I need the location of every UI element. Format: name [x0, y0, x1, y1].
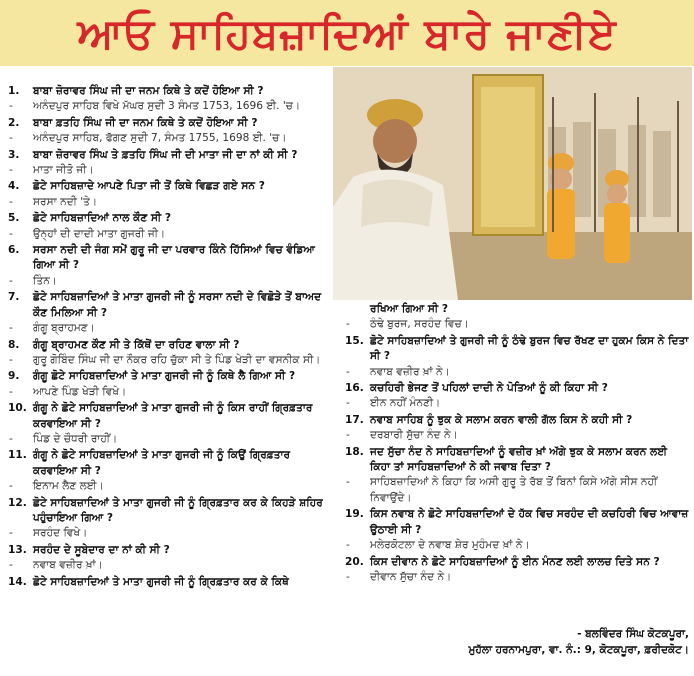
- answer-text: ਮਾਤਾ ਜੀਤੋ ਜੀ।: [33, 164, 94, 177]
- qa-item: [8, 575, 330, 590]
- answer-dash: -: [9, 132, 13, 145]
- qa-item: [345, 413, 689, 444]
- question-number: 4.: [8, 180, 20, 193]
- question-text: ਕਿਸ ਨਵਾਬ ਨੇ ਛੋਟੇ ਸਾਹਿਬਜ਼ਾਦਿਆਂ ਦੇ ਹੱਕ ਵਿਚ ਸਰਹੰਦ ਦੀ ਕਚਹਿਰੀ ਵਿਚ ਆਵਾਜ਼ ਉਠਾਈ ਸੀ ?: [370, 508, 689, 536]
- illustration-sahibzade-court: [333, 67, 692, 300]
- answer-text: ਦਰਬਾਰੀ ਸੁੱਚਾ ਨੰਦ ਨੇ।: [370, 429, 458, 442]
- question: [345, 445, 689, 476]
- question-number: 5.: [8, 212, 20, 225]
- question: [8, 243, 330, 274]
- answer-text: ਇਨਾਮ ਲੈਣ ਲਈ।: [33, 480, 104, 493]
- answer: [8, 558, 330, 573]
- answer-text: ਨਵਾਬ ਵਜ਼ੀਰ ਖ਼ਾਂ ਨੇ।: [370, 365, 450, 378]
- answer-text: ਸਰਹੰਦ ਵਿਖੇ।: [33, 527, 88, 540]
- question-number: 17.: [345, 413, 364, 426]
- question-number: 3.: [8, 148, 20, 161]
- question-text: ਜਦ ਸੁੱਚਾ ਨੰਦ ਨੇ ਸਾਹਿਬਜ਼ਾਦਿਆਂ ਨੂੰ ਵਜ਼ੀਰ ਖ਼ਾਂ ਅੱਗੇ ਝੁਕ ਕੇ ਸਲਾਮ ਕਰਨ ਲਈ ਕਿਹਾ ਤਾਂ ਸਾਹਿਬਜ਼ਾਦਿਆਂ ਨੇ ਕੀ ਜਵਾਬ ਦਿਤਾ ?: [370, 445, 668, 474]
- answer: [8, 131, 330, 146]
- answer-text: ਠੰਢੇ ਬੁਰਜ, ਸਰਹੰਦ ਵਿਚ।: [370, 318, 469, 331]
- painting-illustration: [333, 67, 692, 300]
- question-number: 19.: [345, 508, 364, 521]
- answer-text: ਸਰਸਾ ਨਦੀ 'ਤੇ।: [33, 195, 98, 208]
- answer-text: ਉਨ੍ਹਾਂ ਦੀ ਦਾਦੀ ਮਾਤਾ ਗੁਜਰੀ ਜੀ।: [33, 227, 166, 240]
- answer-dash: -: [346, 539, 350, 552]
- question: [345, 334, 689, 365]
- question: [345, 555, 689, 570]
- answer: [8, 526, 330, 541]
- question-text: ਸਰਸਾ ਨਦੀ ਦੀ ਜੰਗ ਸਮੇਂ ਗੁਰੂ ਜੀ ਦਾ ਪਰਵਾਰ ਕਿੰਨੇ ਹਿੱਸਿਆਂ ਵਿਚ ਵੰਡਿਆ ਗਿਆ ਸੀ ?: [33, 244, 315, 272]
- answer-dash: -: [346, 397, 350, 410]
- qa-item: [8, 243, 330, 289]
- question: [345, 302, 689, 317]
- answer-dash: -: [9, 274, 13, 287]
- author-name: - ਬਲਵਿੰਦਰ ਸਿੰਘ ਕੋਟਕਪੂਰਾ,: [577, 628, 689, 640]
- answer-text: ਗੰਗੂ ਬ੍ਰਾਹਮਣ।: [33, 322, 95, 335]
- answer: [8, 195, 330, 210]
- question: [8, 290, 330, 321]
- question-text: ਗੰਗੂ ਛੋਟੇ ਸਾਹਿਬਜ਼ਾਦਿਆਂ ਤੇ ਮਾਤਾ ਗੁਜਰੀ ਜੀ ਨੂੰ ਕਿਥੇ ਲੈ ਗਿਆ ਸੀ ?: [33, 370, 296, 383]
- answer: [8, 274, 330, 289]
- question-number: 2.: [8, 116, 20, 129]
- answer-text: ਦੀਵਾਨ ਸੁੱਚਾ ਨੰਦ ਨੇ।: [370, 570, 452, 583]
- answer-text: ਗੁਰੂ ਗੋਬਿੰਦ ਸਿੰਘ ਜੀ ਦਾ ਨੌਕਰ ਰਹਿ ਚੁੱਕਾ ਸੀ ਤੇ ਪਿੰਡ ਖੇੜੀ ਦਾ ਵਸਨੀਕ ਸੀ।: [33, 353, 321, 366]
- answer: [345, 317, 689, 332]
- qa-item: [8, 290, 330, 336]
- question-text: ਬਾਬਾ ਜ਼ੋਰਾਵਰ ਸਿੰਘ ਤੇ ਫ਼ਤਹਿ ਸਿੰਘ ਜੀ ਦੀ ਮਾਤਾ ਜੀ ਦਾ ਨਾਂ ਕੀ ਸੀ ?: [33, 148, 298, 161]
- question-number: 11.: [8, 449, 27, 462]
- title-banner: [0, 0, 694, 66]
- qa-item: [345, 445, 689, 507]
- question-number: 20.: [345, 555, 364, 568]
- question: [345, 381, 689, 396]
- question-text: ਛੋਟੇ ਸਾਹਿਬਜ਼ਾਦਿਆਂ ਨਾਲ ਕੌਣ ਸੀ ?: [33, 212, 172, 225]
- qa-item: [8, 211, 330, 242]
- question: [8, 338, 330, 353]
- question: [8, 401, 330, 432]
- questions-right-column: [345, 302, 689, 586]
- question-number: 16.: [345, 382, 364, 395]
- answer: [8, 385, 330, 400]
- question-number: 13.: [8, 543, 27, 556]
- question-text: ਛੋਟੇ ਸਾਹਿਬਜ਼ਾਦਿਆਂ ਤੇ ਗੁਜਰੀ ਜੀ ਨੂੰ ਠੰਢੇ ਬੁਰਜ ਵਿਚ ਰੱਖਣ ਦਾ ਹੁਕਮ ਕਿਸ ਨੇ ਦਿਤਾ ਸੀ ?: [370, 334, 689, 363]
- question-text: ਰਖਿਆ ਗਿਆ ਸੀ ?: [370, 303, 448, 315]
- question-number: 14.: [8, 575, 27, 588]
- answer-dash: -: [9, 559, 13, 572]
- question-number: 12.: [8, 496, 27, 509]
- answer-text: ਅਨੰਦਪੁਰ ਸਾਹਿਬ ਵਿਖੇ ਮੱਘਰ ਸੁਦੀ 3 ਸੰਮਤ 1753, 1696 ਈ. 'ਚ।: [33, 100, 301, 113]
- question: [8, 575, 330, 590]
- question-text: ਛੋਟੇ ਸਾਹਿਬਜ਼ਾਦੇ ਆਪਣੇ ਪਿਤਾ ਜੀ ਤੋਂ ਕਿਥੇ ਵਿਛੜ ਗਏ ਸਨ ?: [33, 180, 265, 193]
- qa-item: [345, 507, 689, 553]
- question-text: ਕਿਸ ਦੀਵਾਨ ਨੇ ਛੋਟੇ ਸਾਹਿਬਜ਼ਾਦਿਆਂ ਨੂੰ ਈਨ ਮੰਨਣ ਲਈ ਲਾਲਚ ਦਿਤੇ ਸਨ ?: [370, 555, 660, 568]
- answer: [8, 227, 330, 242]
- question: [345, 413, 689, 428]
- answer: [345, 396, 689, 411]
- qa-item: [8, 338, 330, 369]
- answer-text: ਨਵਾਬ ਵਜ਼ੀਰ ਖ਼ਾਂ।: [33, 559, 103, 572]
- qa-item: [8, 496, 330, 542]
- answer-dash: -: [346, 318, 350, 331]
- answer: [345, 538, 689, 553]
- qa-item: [345, 381, 689, 412]
- question-text: ਬਾਬਾ ਫ਼ਤਹਿ ਸਿੰਘ ਜੀ ਦਾ ਜਨਮ ਕਿਥੇ ਤੇ ਕਦੋਂ ਹੋਇਆ ਸੀ ?: [33, 116, 258, 129]
- question: [8, 84, 330, 99]
- question-number: 18.: [345, 445, 364, 458]
- qa-item: [8, 179, 330, 210]
- question-text: ਗੰਗੂ ਨੇ ਛੋਟੇ ਸਾਹਿਬਜ਼ਾਦਿਆਂ ਤੇ ਮਾਤਾ ਗੁਜਰੀ ਜੀ ਨੂੰ ਕਿਸ ਰਾਹੀਂ ਗ੍ਰਿਫ਼ਤਾਰ ਕਰਵਾਇਆ ਸੀ ?: [33, 402, 313, 430]
- answer-dash: -: [9, 432, 13, 445]
- author-address: ਮੁਹੱਲਾ ਹਰਨਾਮਪੁਰਾ, ਵਾ. ਨੰ.: 9, ਕੋਟਕਪੂਰਾ, ਫ਼ਰੀਦਕੋਟ।: [468, 644, 689, 656]
- answer-dash: -: [9, 227, 13, 240]
- question-text: ਗੰਗੂ ਬ੍ਰਾਹਮਣ ਕੌਣ ਸੀ ਤੇ ਕਿੱਥੋਂ ਦਾ ਰਹਿਣ ਵਾਲਾ ਸੀ ?: [33, 338, 240, 351]
- qa-item: [8, 116, 330, 147]
- qa-item: [8, 148, 330, 179]
- qa-item: [345, 334, 689, 380]
- answer: [345, 365, 689, 380]
- question-text: ਛੋਟੇ ਸਾਹਿਬਜ਼ਾਦਿਆਂ ਤੇ ਮਾਤਾ ਗੁਜਰੀ ਜੀ ਨੂੰ ਸਰਸਾ ਨਦੀ ਦੇ ਵਿਛੋੜੇ ਤੋਂ ਬਾਅਦ ਕੌਣ ਮਿਲਿਆ ਸੀ ?: [33, 291, 322, 319]
- question-text: ਗੰਗੂ ਨੇ ਛੋਟੇ ਸਾਹਿਬਜ਼ਾਦਿਆਂ ਤੇ ਮਾਤਾ ਗੁਜਰੀ ਜੀ ਨੂੰ ਕਿਉਂ ਗ੍ਰਿਫ਼ਤਾਰ ਕਰਵਾਇਆ ਸੀ ?: [33, 449, 291, 477]
- answer-dash: -: [9, 480, 13, 493]
- qa-item: [8, 401, 330, 447]
- question-text: ਕਚਹਿਰੀ ਭੇਜਣ ਤੋਂ ਪਹਿਲਾਂ ਦਾਦੀ ਨੇ ਪੋਤਿਆਂ ਨੂੰ ਕੀ ਕਿਹਾ ਸੀ ?: [370, 382, 608, 395]
- qa-item: [8, 448, 330, 494]
- answer-dash: -: [9, 527, 13, 540]
- question: [8, 148, 330, 163]
- answer-dash: -: [346, 476, 350, 489]
- qa-item: [8, 543, 330, 574]
- answer-text: ਅਨੰਦਪੁਰ ਸਾਹਿਬ, ਫੱਗਣ ਸੁਦੀ 7, ਸੰਮਤ 1755, 1698 ਈ. 'ਚ।: [33, 132, 287, 145]
- question-text: ਸਰਹੰਦ ਦੇ ਸੂਬੇਦਾਰ ਦਾ ਨਾਂ ਕੀ ਸੀ ?: [33, 543, 170, 556]
- answer-text: ਮਲੇਰਕੋਟਲਾ ਦੇ ਨਵਾਬ ਸ਼ੇਰ ਮੁਹੰਮਦ ਖ਼ਾਂ ਨੇ।: [370, 539, 530, 552]
- question: [8, 179, 330, 194]
- question: [8, 116, 330, 131]
- question-number: 8.: [8, 338, 20, 351]
- answer-text: ਸਾਹਿਬਜ਼ਾਦਿਆਂ ਨੇ ਕਿਹਾ ਕਿ ਅਸੀ ਗੁਰੂ ਤੇ ਰੱਬ ਤੋਂ ਬਿਨਾਂ ਕਿਸੇ ਅੱਗੇ ਸੀਸ ਨਹੀਂ ਨਿਵਾਉਂਦੇ।: [370, 476, 658, 504]
- answer-dash: -: [9, 195, 13, 208]
- answer-text: ਤਿੰਨ।: [33, 274, 57, 287]
- answer: [8, 479, 330, 494]
- question: [8, 211, 330, 226]
- answer-dash: -: [346, 365, 350, 378]
- answer-dash: -: [346, 429, 350, 442]
- author-signature: [345, 626, 689, 658]
- qa-item: [345, 555, 689, 586]
- question-text: ਛੋਟੇ ਸਾਹਿਬਜ਼ਾਦਿਆਂ ਤੇ ਮਾਤਾ ਗੁਜਰੀ ਜੀ ਨੂੰ ਗ੍ਰਿਫ਼ਤਾਰ ਕਰ ਕੇ ਕਿਹੜੇ ਸ਼ਹਿਰ ਪਹੁੰਚਾਇਆ ਗਿਆ ?: [33, 496, 323, 524]
- question: [8, 496, 330, 527]
- answer: [345, 475, 689, 506]
- answer-dash: -: [346, 570, 350, 583]
- answer-text: ਪਿੰਡ ਦੇ ਚੌਧਰੀ ਰਾਹੀਂ।: [33, 432, 118, 445]
- question: [8, 369, 330, 384]
- answer: [8, 353, 330, 368]
- answer-dash: -: [9, 100, 13, 113]
- questions-left-column: [8, 84, 330, 591]
- answer-dash: -: [9, 164, 13, 177]
- answer: [345, 428, 689, 443]
- question: [345, 507, 689, 538]
- answer-dash: -: [9, 385, 13, 398]
- question-number: 6.: [8, 244, 20, 257]
- answer-dash: -: [9, 322, 13, 335]
- answer: [8, 99, 330, 114]
- question-text: ਨਵਾਬ ਸਾਹਿਬ ਨੂੰ ਝੁਕ ਕੇ ਸਲਾਮ ਕਰਨ ਵਾਲੀ ਗੱਲ ਕਿਸ ਨੇ ਕਹੀ ਸੀ ?: [370, 413, 633, 426]
- answer: [8, 163, 330, 178]
- question-number: 7.: [8, 291, 20, 304]
- question-number: 15.: [345, 334, 364, 347]
- answer-dash: -: [9, 353, 13, 366]
- question: [8, 448, 330, 479]
- answer: [8, 321, 330, 336]
- qa-item: [345, 302, 689, 333]
- answer-text: ਆਪਣੇ ਪਿੰਡ ਖੇੜੀ ਵਿਖੇ।: [33, 385, 127, 398]
- question: [8, 543, 330, 558]
- question-number: [345, 302, 370, 317]
- question-number: 10.: [8, 402, 27, 415]
- qa-item: [8, 84, 330, 115]
- answer: [8, 432, 330, 447]
- answer-text: ਈਨ ਨਹੀਂ ਮੰਨਣੀ।: [370, 397, 441, 410]
- answer: [345, 570, 689, 585]
- qa-item: [8, 369, 330, 400]
- page-title: ਆਓ ਸਾਹਿਬਜ਼ਾਦਿਆਂ ਬਾਰੇ ਜਾਣੀਏ: [77, 9, 617, 58]
- question-text: ਛੋਟੇ ਸਾਹਿਬਜ਼ਾਦਿਆਂ ਤੇ ਮਾਤਾ ਗੁਜਰੀ ਜੀ ਨੂੰ ਗ੍ਰਿਫ਼ਤਾਰ ਕਰ ਕੇ ਕਿਥੇ: [33, 575, 289, 588]
- question-text: ਬਾਬਾ ਜ਼ੋਰਾਵਰ ਸਿੰਘ ਜੀ ਦਾ ਜਨਮ ਕਿਥੇ ਤੇ ਕਦੋਂ ਹੋਇਆ ਸੀ ?: [33, 85, 264, 97]
- question-number: 9.: [8, 370, 20, 383]
- question-number: 1.: [8, 85, 20, 97]
